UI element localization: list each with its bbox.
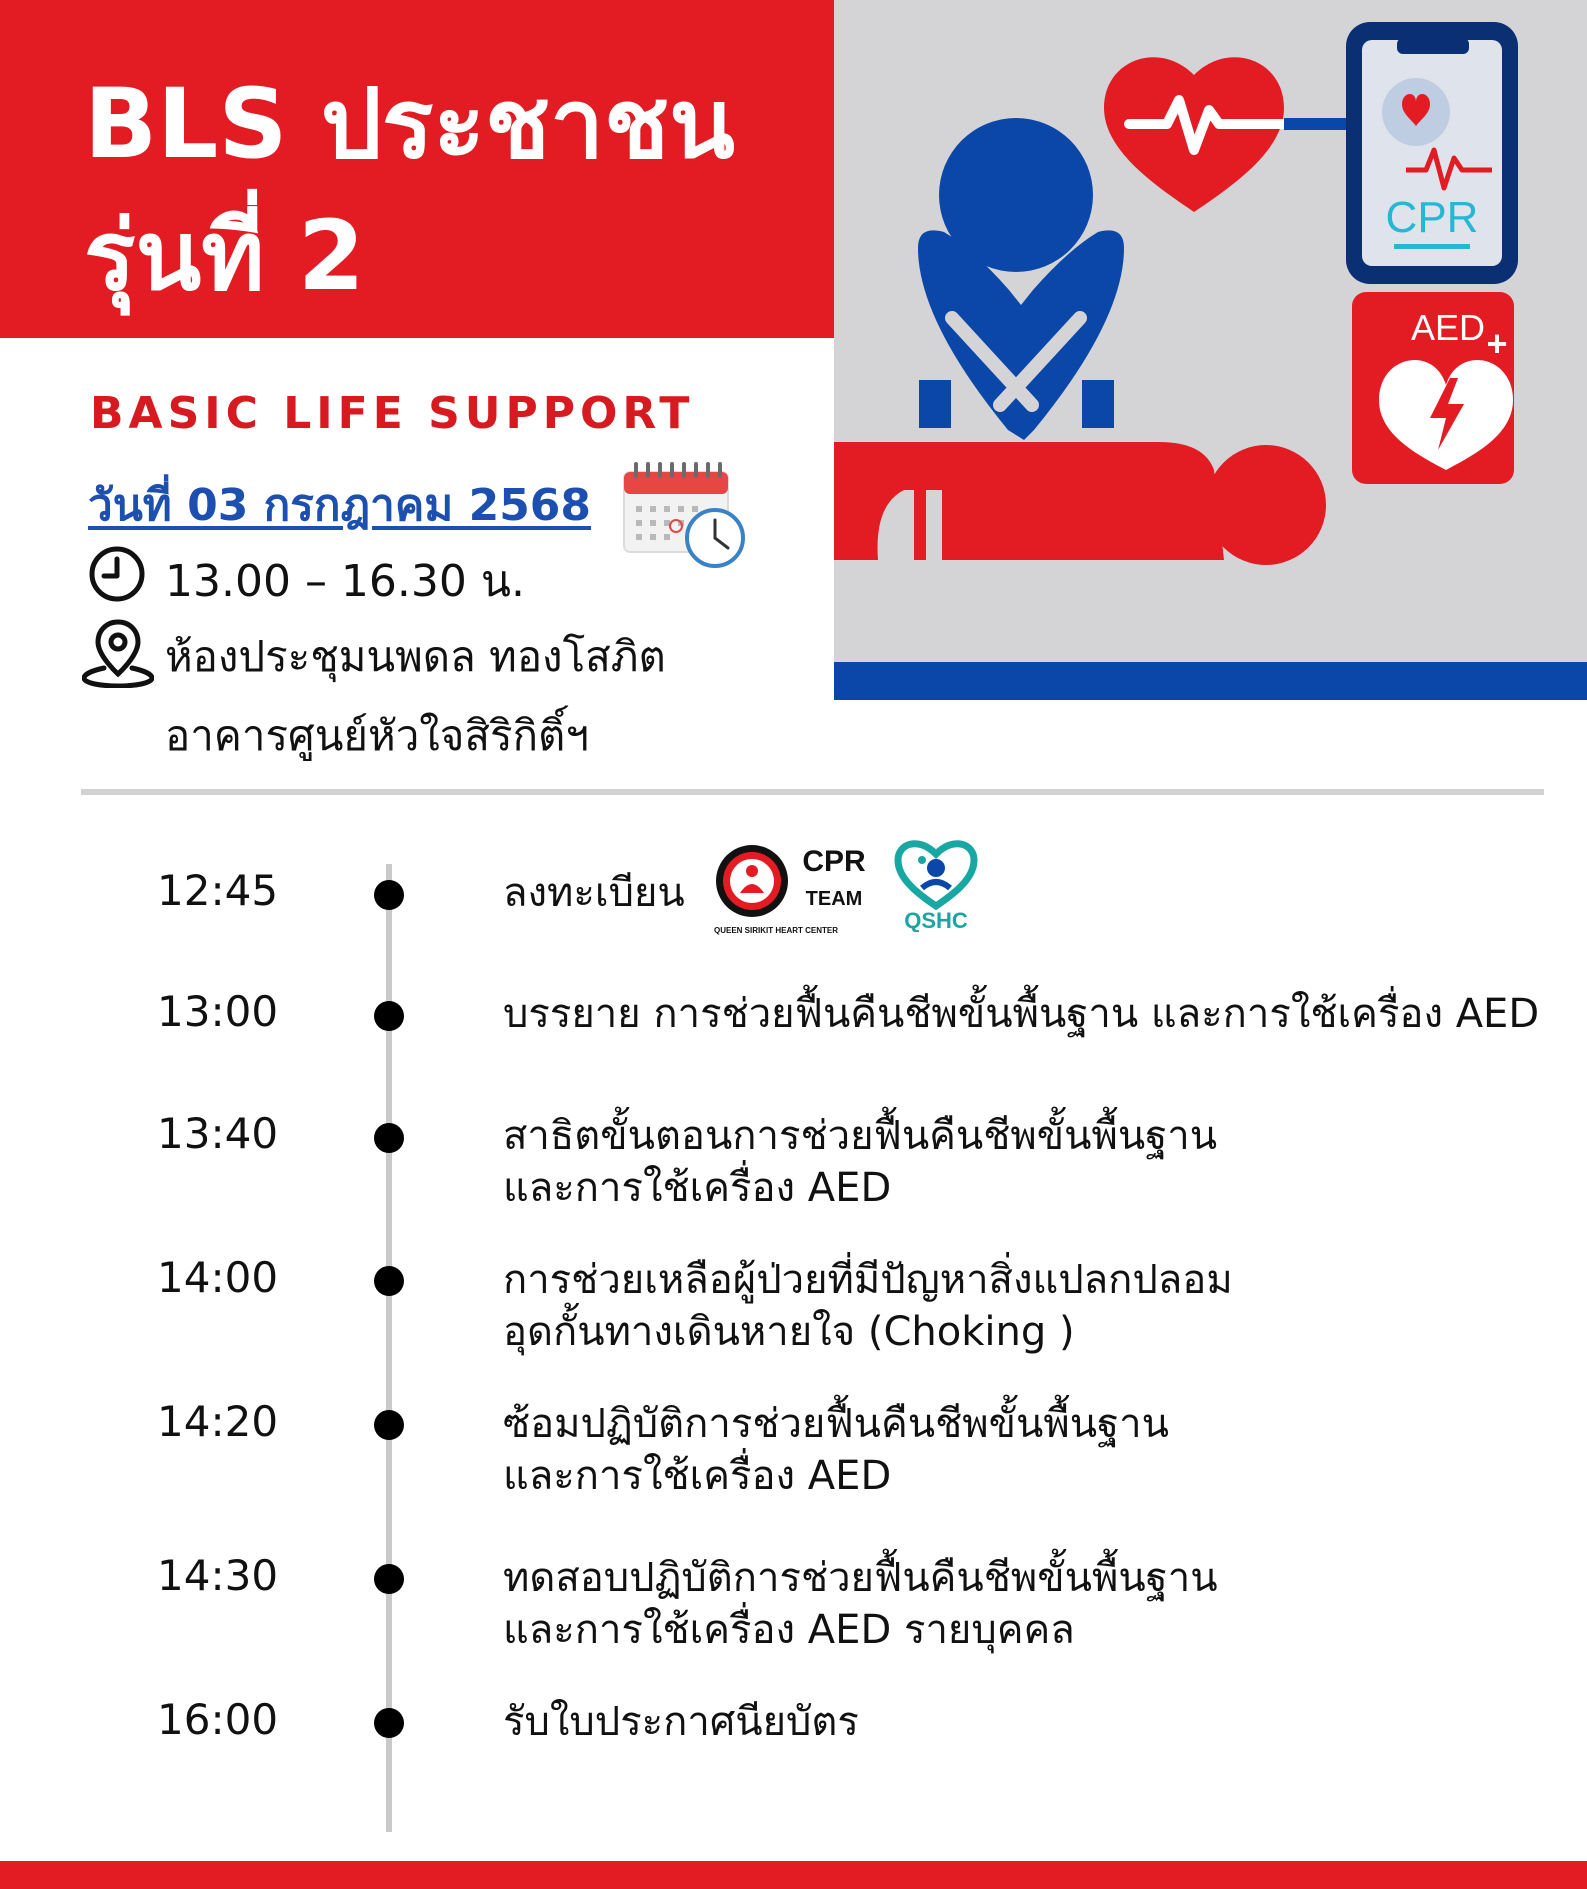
schedule-line: อุดกั้นทางเดินหายใจ (Choking ): [503, 1309, 1075, 1355]
schedule-description: [503, 1552, 1553, 1656]
footer-bar: [0, 1861, 1587, 1889]
event-time: 13.00 – 16.30 น.: [165, 556, 525, 607]
calendar-clock-icon: [622, 458, 748, 570]
schedule-description: [503, 867, 1553, 919]
venue-building: อาคารศูนย์หัวใจสิริกิติ์ฯ: [165, 711, 589, 760]
schedule-line: การช่วยเหลือผู้ป่วยที่มีปัญหาสิ่งแปลกปลอม: [503, 1257, 1233, 1303]
timeline-dot: [374, 1708, 404, 1738]
schedule-line: ทดสอบปฏิบัติการช่วยฟื้นคืนชีพขั้นพื้นฐาน: [503, 1555, 1218, 1601]
event-date: วันที่ 03 กรกฎาคม 2568: [88, 480, 592, 531]
schedule-line: และการใช้เครื่อง AED รายบุคคล: [503, 1607, 1075, 1653]
clock-icon: [88, 545, 146, 603]
schedule-line: ซ้อมปฏิบัติการช่วยฟื้นคืนชีพขั้นพื้นฐาน: [503, 1401, 1169, 1447]
schedule-line: รับใบประกาศนียบัตร: [503, 1699, 859, 1745]
schedule-description: [503, 1398, 1553, 1502]
rescuer-cpr-illustration: [834, 0, 1587, 662]
timeline-dot: [374, 1564, 404, 1594]
location-pin-icon: [82, 616, 154, 688]
timeline-dot: [374, 1123, 404, 1153]
schedule-description: [503, 1254, 1553, 1358]
heart-pulse-icon: [1104, 57, 1356, 212]
timeline-dot: [374, 1266, 404, 1296]
schedule-description: [503, 988, 1553, 1040]
aed-label: AED: [1410, 307, 1486, 348]
schedule-time: 14:30: [157, 1551, 279, 1600]
subtitle: BASIC LIFE SUPPORT: [90, 388, 695, 439]
venue-room: ห้องประชุมนพดล ทองโสภิต: [165, 632, 666, 681]
timeline-dot: [374, 1410, 404, 1440]
schedule-time: 12:45: [157, 866, 279, 915]
schedule-line: สาธิตขั้นตอนการช่วยฟื้นคืนชีพขั้นพื้นฐาน: [503, 1113, 1218, 1159]
schedule-line: ลงทะเบียน: [503, 870, 685, 916]
title-line-1: BLS ประชาชน: [84, 68, 735, 180]
schedule-time: 16:00: [157, 1695, 279, 1744]
hero-illustration-panel: [834, 0, 1587, 662]
timeline-dot: [374, 1001, 404, 1031]
schedule-line: และการใช้เครื่อง AED: [503, 1453, 892, 1499]
schedule-line: และการใช้เครื่อง AED: [503, 1165, 892, 1211]
cpr-team-title: CPR: [802, 845, 866, 878]
schedule-time: 14:20: [157, 1397, 279, 1446]
schedule-time: 14:00: [157, 1253, 279, 1302]
schedule-time: 13:40: [157, 1109, 279, 1158]
svg-text:+: +: [1486, 323, 1508, 364]
title-line-2: รุ่นที่ 2: [84, 200, 365, 312]
schedule-description: [503, 1110, 1553, 1214]
section-divider: [81, 789, 1544, 795]
accent-strip: [834, 662, 1587, 700]
cpr-team-subtitle: TEAM: [805, 888, 863, 910]
qshc-label: QSHC: [904, 908, 968, 932]
schedule-description: [503, 1696, 1553, 1748]
schedule-time: 13:00: [157, 987, 279, 1036]
phone-cpr-label: CPR: [1385, 193, 1479, 242]
phone-cpr-icon: [1346, 22, 1518, 284]
cpr-team-logo: [712, 841, 874, 937]
aed-heart-icon: [1352, 292, 1514, 484]
timeline-dot: [374, 880, 404, 910]
page-title: [84, 58, 824, 322]
schedule-line: บรรยาย การช่วยฟื้นคืนชีพขั้นพื้นฐาน และการใช้เครื่อง AED: [503, 991, 1540, 1037]
cpr-team-caption: QUEEN SIRIKIT HEART CENTER: [714, 926, 839, 935]
qshc-logo: [892, 832, 980, 932]
